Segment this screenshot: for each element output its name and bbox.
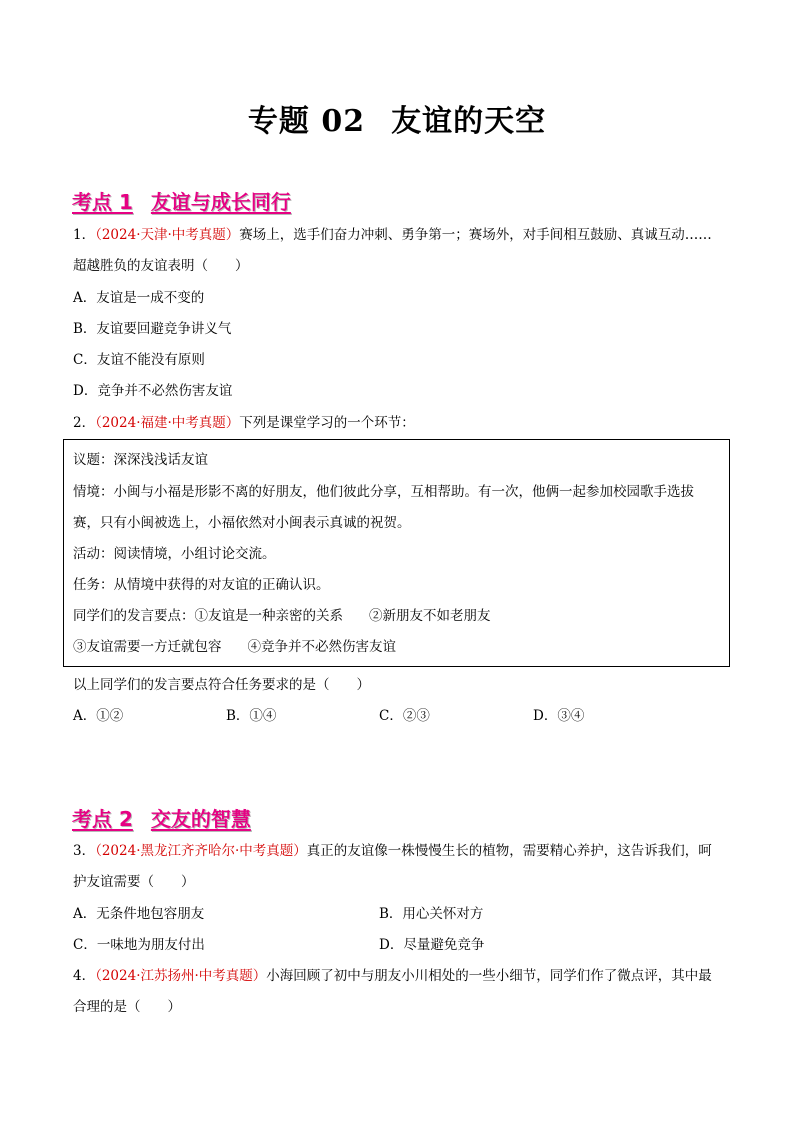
question-text: 小海回顾了初中与朋友小川相处的一些小细节，同学们作了微点评，其中最 [266,968,712,984]
question-1-option-a: A．友谊是一成不变的 [73,290,205,306]
question-3-stem-cont: 护友谊需要（ ） [73,874,195,890]
question-source: （2024·黑龙江齐齐哈尔·中考真题） [95,843,307,859]
section-name: 交友的智慧 [150,807,251,831]
box-point-1: 同学们的发言要点：①友谊是一种亲密的关系 [73,608,343,624]
section-heading-1 [72,186,291,215]
question-1-stem [73,226,712,244]
question-2-stem [73,414,415,432]
question-3-option-d: D．尽量避免竞争 [379,937,485,953]
box-point-4: ④竞争并不必然伤害友谊 [247,639,396,655]
box-point-2: ②新朋友不如老朋友 [369,608,491,624]
question-number: 2． [73,415,96,431]
question-number: 1． [73,227,96,243]
section-heading-2 [72,803,251,832]
question-2-option-b: B．①④ [226,708,277,724]
question-text: 赛场上，选手们奋力冲刺、勇争第一；赛场外，对手间相互鼓励、真诚互动…… [239,227,712,243]
question-3-option-a: A．无条件地包容朋友 [73,906,205,922]
box-point-3: ③友谊需要一方迁就包容 [73,639,222,655]
box-task: 任务：从情境中获得的对友谊的正确认识。 [73,577,330,593]
question-number: 4． [73,968,96,984]
question-3-option-b: B．用心关怀对方 [379,906,484,922]
section-name: 友谊与成长同行 [150,190,291,214]
box-scenario-line1: 情境：小闽与小福是形影不离的好朋友，他们彼此分享，互相帮助。有一次，他俩一起参加校园歌手选拔 [73,484,694,500]
question-1-stem-cont: 超越胜负的友谊表明（ ） [73,258,249,274]
title-sub: 友谊的天空 [391,104,547,139]
question-3-option-c: C．一味地为朋友付出 [73,937,205,953]
title-main: 专题 02 [247,104,366,139]
box-points-line2 [73,638,396,656]
question-4-stem-cont: 合理的是（ ） [73,999,181,1015]
question-2-option-a: A．①② [73,708,124,724]
question-4-stem [73,967,712,985]
question-1-option-b: B．友谊要回避竞争讲义气 [73,321,232,337]
section-number: 考点 1 [72,190,133,214]
material-box [63,439,730,667]
box-activity: 活动：阅读情境，小组讨论交流。 [73,546,276,562]
box-scenario-line2: 赛，只有小闽被选上，小福依然对小闽表示真诚的祝贺。 [73,515,411,531]
question-3-stem [73,842,712,860]
section-number: 考点 2 [72,807,133,831]
box-points-line1 [73,607,491,625]
question-2-question: 以上同学们的发言要点符合任务要求的是（ ） [73,677,370,693]
question-2-option-d: D．③④ [533,708,585,724]
question-text: 真正的友谊像一株慢慢生长的植物，需要精心养护，这告诉我们，呵 [306,843,712,859]
question-source: （2024·福建·中考真题） [95,415,240,431]
question-number: 3． [73,843,96,859]
question-1-option-d: D．竞争并不必然伤害友谊 [73,383,233,399]
question-source: （2024·江苏扬州·中考真题） [95,968,267,984]
question-source: （2024·天津·中考真题） [95,227,240,243]
question-1-option-c: C．友谊不能没有原则 [73,352,205,368]
question-2-option-c: C．②③ [379,708,430,724]
page-title [0,96,794,140]
question-text: 下列是课堂学习的一个环节： [239,415,415,431]
box-topic: 议题：深深浅浅话友谊 [73,452,208,468]
